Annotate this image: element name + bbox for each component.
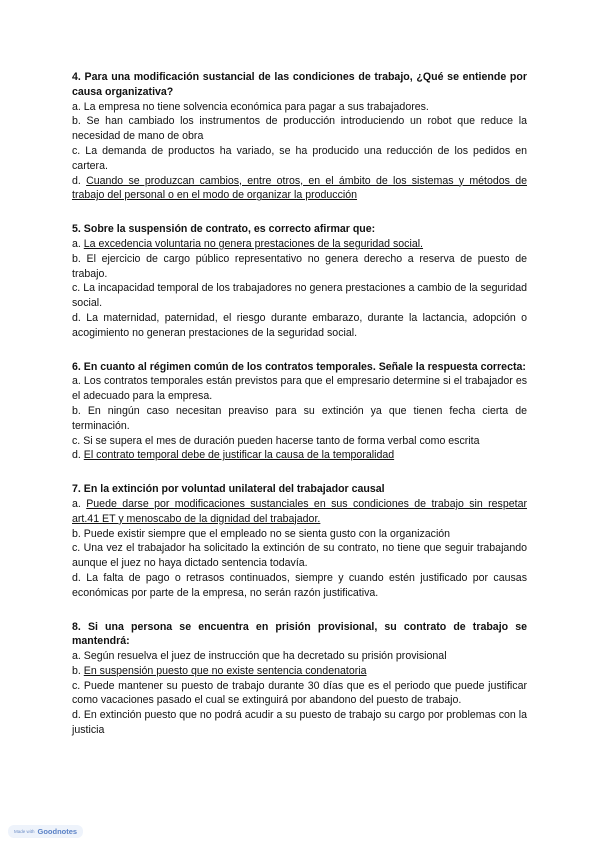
question-title: 4. Para una modificación sustancial de las condiciones de trabajo, ¿Qué se entiende por causa organizativa? [72,71,527,98]
option-c [72,541,527,571]
option-a [72,237,527,252]
option-d [72,174,527,204]
option-prefix: d. [72,571,87,584]
option-prefix: b. [72,404,88,417]
question-title: 7. En la extinción por voluntad unilateral del trabajador causal [72,483,385,496]
option-a [72,649,527,664]
option-text: La maternidad, paternidad, el riesgo durante embarazo, durante la lactancia, adopción o acogimiento no generan prestaciones de la seguridad social. [72,311,528,339]
option-text: Puede existir siempre que el empleado no se sienta gusto con la organización [83,527,451,540]
option-prefix: d. [72,311,87,324]
option-text: La falta de pago o retrasos continuados, siempre y cuando estén justificado por causas económicas por parte de la empresa, no serán razón justificativa. [72,571,527,599]
option-b [72,114,527,144]
document-page [72,70,527,757]
option-text: Una vez el trabajador ha solicitado la extinción de su contrato, no tiene que seguir trabajando aunque el juez no haya dictado sentencia todavía. [72,542,527,570]
option-b [72,252,527,282]
correct-answer-text: El contrato temporal debe de justificar la causa de la temporalidad [83,449,395,462]
correct-answer-text: Puede darse por modificaciones sustanciales en sus condiciones de trabajo sin respetar art.41 ET y menoscabo de la dignidad del trabajador. [72,497,528,525]
option-text: La incapacidad temporal de los trabajadores no genera prestaciones a cambio de la seguridad social. [72,282,527,310]
question-8 [72,620,527,738]
option-text: La empresa no tiene solvencia económica para pagar a sus trabajadores. [83,100,429,113]
option-text: Se han cambiado los instrumentos de producción introduciendo un robot que reduce la necesidad de mano de obra [72,115,527,143]
option-prefix: a. [72,100,84,113]
option-prefix: b. [72,664,84,677]
correct-answer-text: En suspensión puesto que no existe sentencia condenatoria [83,664,367,677]
option-b [72,664,527,679]
option-d [72,571,527,601]
option-prefix: a. [72,237,84,250]
option-a [72,100,527,115]
option-b [72,404,527,434]
option-text: Los contratos temporales están previstos para que el empresario determine si el trabajador es el adecuado para la empresa. [72,375,528,403]
correct-answer-text: Cuando se produzcan cambios, entre otros, en el ámbito de los sistemas y métodos de trabajo del personal o en el modo de organizar la producción [72,174,528,202]
option-d [72,708,527,738]
option-b [72,527,527,542]
option-text: Si se supera el mes de duración pueden hacerse tanto de forma verbal como escrita [83,434,480,447]
brand-name: Goodnotes [37,827,78,836]
option-prefix: c. [72,679,84,692]
option-prefix: a. [72,375,84,388]
option-prefix: a. [72,497,87,510]
made-with-text: Made with [14,829,35,834]
question-title: 6. En cuanto al régimen común de los contratos temporales. Señale la respuesta correcta: [72,360,526,373]
option-text: Según resuelva el juez de instrucción que ha decretado su prisión provisional [83,650,447,663]
question-title: 5. Sobre la suspensión de contrato, es correcto afirmar que: [72,223,376,236]
option-prefix: d. [72,709,84,722]
option-prefix: d. [72,449,84,462]
option-text: En extinción puesto que no podrá acudir a su puesto de trabajo su cargo por problemas con la justicia [72,709,528,737]
question-7 [72,482,527,600]
option-text: El ejercicio de cargo público representativo no genera derecho a reserva de puesto de trabajo. [72,252,527,280]
option-c [72,679,527,709]
option-prefix: b. [72,252,87,265]
option-prefix: c. [72,542,84,555]
option-prefix: a. [72,650,84,663]
option-prefix: b. [72,527,84,540]
option-prefix: c. [72,434,84,447]
option-text: Puede mantener su puesto de trabajo durante 30 días que es el periodo que puede justificar como vacaciones pasado el cual se extinguirá por abandono del puesto de trabajo. [72,679,527,707]
option-c [72,434,527,449]
option-c [72,144,527,174]
question-4 [72,70,527,203]
correct-answer-text: La excedencia voluntaria no genera prestaciones de la seguridad social. [83,237,424,250]
option-prefix: c. [72,144,86,157]
question-5 [72,222,527,340]
question-6 [72,360,527,464]
option-c [72,281,527,311]
option-d [72,311,527,341]
goodnotes-badge [8,825,83,838]
option-prefix: b. [72,115,87,128]
option-d [72,448,527,463]
option-prefix: d. [72,174,87,187]
option-a [72,374,527,404]
option-prefix: c. [72,282,84,295]
option-text: En ningún caso necesitan preaviso para su extinción ya que tienen fecha cierta de terminación. [72,404,527,432]
option-a [72,497,527,527]
question-title: 8. Si una persona se encuentra en prisión provisional, su contrato de trabajo se mantendrá: [72,620,527,648]
option-text: La demanda de productos ha variado, se ha producido una reducción de los pedidos en cartera. [72,144,527,172]
